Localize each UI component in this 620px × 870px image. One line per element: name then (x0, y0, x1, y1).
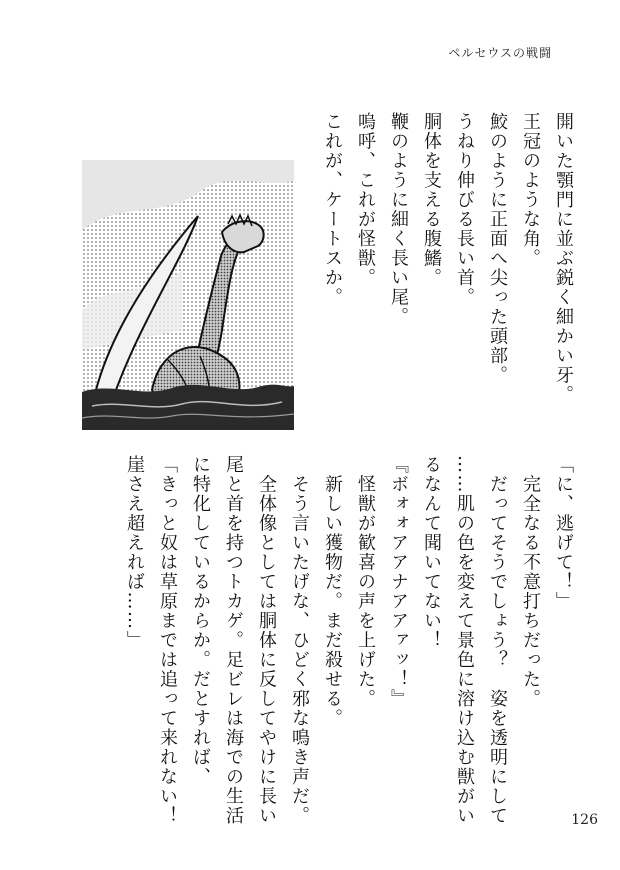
text-line: うねり伸びる長い首。 (454, 112, 475, 307)
text-line: 全体像としては胴体に反してやけに長い (256, 455, 277, 826)
text-line: るなんて聞いてない！ (421, 455, 442, 650)
text-line: ……肌の色を変えて景色に溶け込む獣がい (454, 455, 475, 826)
text-line: 「に、逃げて！」 (553, 455, 574, 611)
text-line: 怪獣が歓喜の声を上げた。 (355, 455, 376, 709)
text-line: だってそうでしょう？ 姿を透明にして (487, 455, 508, 826)
text-line: 開いた顎門に並ぶ鋭く細かい牙。 (553, 112, 574, 405)
running-title: ペルセウスの戦闘 (448, 46, 552, 60)
text-line: 尾と首を持つトカゲ。足ビレは海での生活 (223, 455, 244, 826)
page-number: 126 (571, 812, 598, 828)
text-line: 『ボォォアアナアアァッ！』 (388, 455, 409, 709)
text-line: 「きっと奴は草原までは追って来れない！ (157, 455, 178, 826)
text-line: 新しい獲物だ。まだ殺せる。 (322, 455, 343, 728)
text-line: 胴体を支える腹鰭。 (421, 112, 442, 288)
text-line: 完全なる不意打ちだった。 (520, 455, 541, 709)
text-line: そう言いたげな、ひどく邪な鳴き声だ。 (289, 455, 310, 826)
sea-monster-illustration (82, 160, 294, 430)
text-line: 鞭のように細く長い尾。 (388, 112, 409, 327)
text-line: に特化しているからか。だとすれば、 (190, 455, 211, 787)
text-line: 嗚呼、これが怪獣。 (355, 112, 376, 288)
text-line: 崖さえ超えれば……」 (124, 455, 145, 650)
text-line: 鮫のように正面へ尖った頭部。 (487, 112, 508, 385)
text-line: これが、ケートスか。 (322, 112, 343, 307)
text-column-bottom (118, 455, 580, 825)
sea-monster-drawing (82, 160, 294, 430)
text-column-top (316, 112, 580, 412)
text-line: 王冠のような角。 (520, 112, 541, 268)
